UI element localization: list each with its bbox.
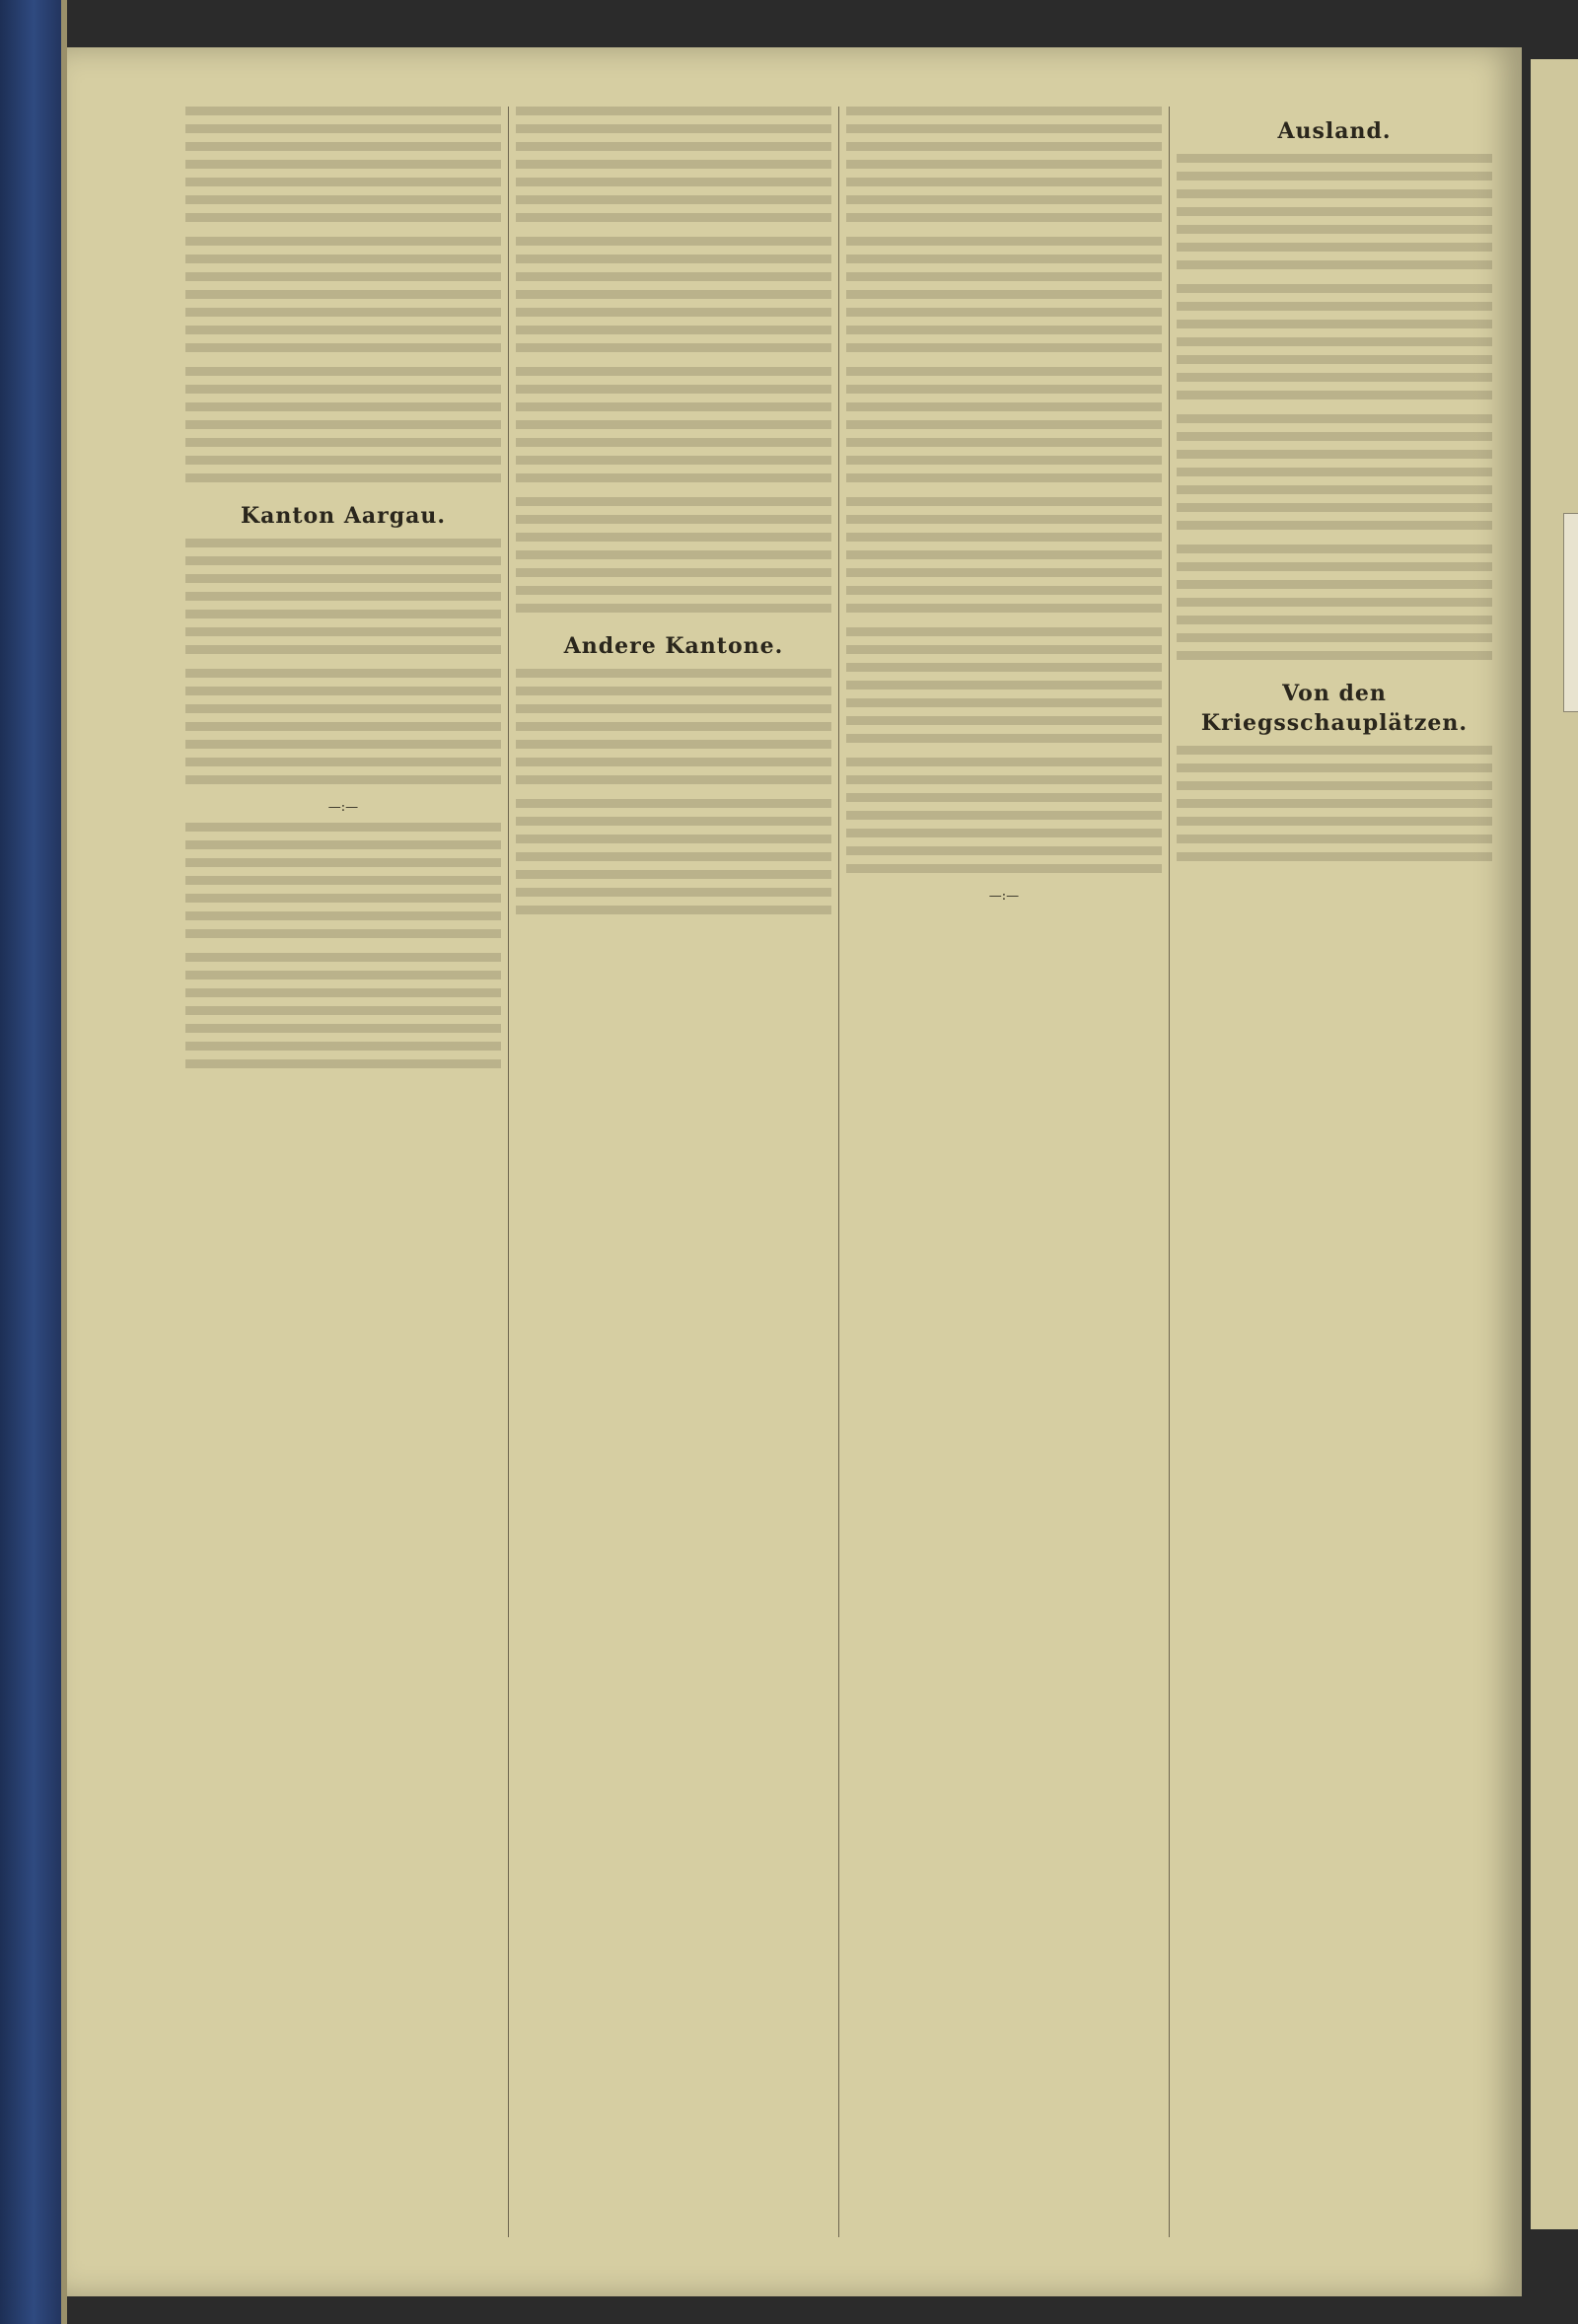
section-heading: Andere Kantone.	[563, 633, 784, 659]
article-paragraph	[516, 367, 831, 491]
article-paragraph	[516, 107, 831, 231]
article-paragraph	[185, 539, 501, 663]
column-4	[1177, 107, 1492, 2237]
section-heading: Von den Kriegsschauplätzen.	[1200, 681, 1469, 736]
newspaper-page	[67, 47, 1522, 2296]
book-binding	[0, 0, 61, 2324]
article-paragraph	[516, 237, 831, 361]
column-1	[185, 107, 501, 2237]
article-paragraph	[846, 237, 1162, 361]
article-paragraph	[846, 367, 1162, 491]
article-paragraph	[1177, 414, 1492, 539]
article-paragraph	[516, 497, 831, 621]
section-heading: Kanton Aargau.	[240, 503, 447, 529]
article-paragraph	[846, 497, 1162, 621]
separator: —:—	[327, 800, 359, 815]
article-paragraph	[1177, 746, 1492, 870]
section-heading: Ausland.	[1277, 118, 1392, 144]
article-paragraph	[185, 367, 501, 491]
column-rule	[838, 107, 839, 2237]
article-paragraph	[1177, 284, 1492, 408]
column-2	[516, 107, 831, 2237]
article-paragraph	[185, 669, 501, 793]
column-rule	[508, 107, 509, 2237]
article-paragraph	[846, 627, 1162, 752]
article-paragraph	[1177, 154, 1492, 278]
next-page-edge	[1531, 59, 1578, 2229]
article-paragraph	[1177, 545, 1492, 669]
separator: —:—	[988, 889, 1020, 904]
article-paragraph	[516, 799, 831, 923]
column-rule	[1169, 107, 1170, 2237]
article-paragraph	[185, 107, 501, 231]
article-paragraph	[846, 107, 1162, 231]
article-paragraph	[185, 953, 501, 1077]
article-paragraph	[185, 823, 501, 947]
article-paragraph	[846, 758, 1162, 882]
column-3	[846, 107, 1162, 2237]
article-paragraph	[185, 237, 501, 361]
paper-clip	[1563, 513, 1578, 712]
article-paragraph	[516, 669, 831, 793]
